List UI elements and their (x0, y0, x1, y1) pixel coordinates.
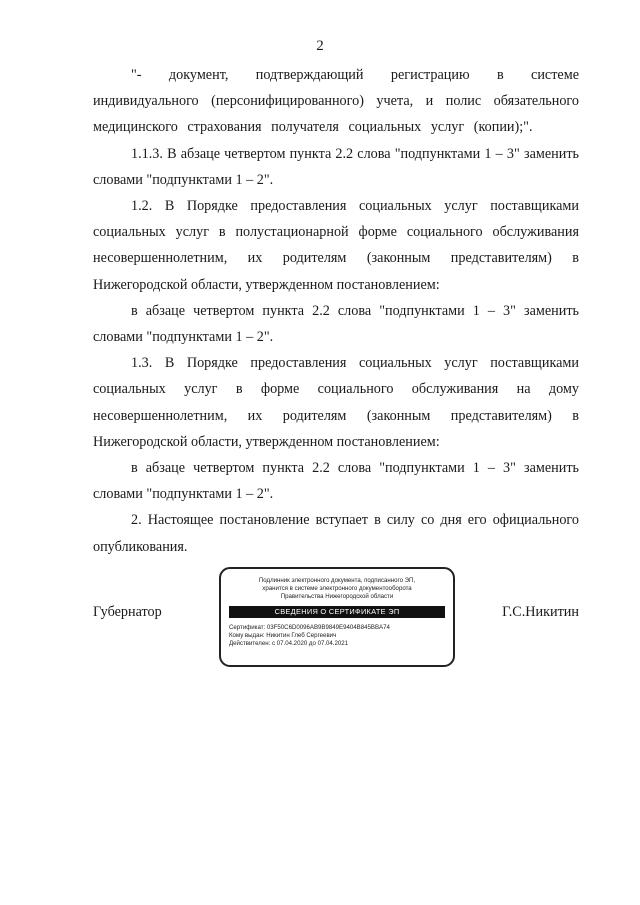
signatory-name: Г.С.Никитин (502, 604, 579, 620)
certificate-number: Сертификат: 03F50C6D0096AB9B9849E9404B845BBA74 (229, 624, 390, 631)
electronic-signature-stamp (219, 567, 455, 667)
paragraph-1-2-amendment: в абзаце четвертом пункта 2.2 слова "подпунктами 1 – 3" заменить словами "подпунктами 1 – 2". (93, 302, 579, 346)
paragraph-1-1-3: 1.1.3. В абзаце четвертом пункта 2.2 слова "подпунктами 1 – 3" заменить словами "подпунктами 1 – 2". (93, 145, 579, 188)
certificate-validity: Действителен: с 07.04.2020 до 07.04.2021 (229, 640, 349, 648)
stamp-header-line: хранится в системе электронного документооборота (262, 585, 412, 592)
paragraph-2-effective: 2. Настоящее постановление вступает в силу со дня его официального опубликования. (93, 512, 579, 555)
stamp-header-line: Подлинник электронного документа, подписанного ЭП, (258, 577, 416, 584)
signatory-position: Губернатор (93, 604, 162, 620)
signature-block (93, 556, 579, 676)
certificate-owner: Кому выдан: Никитин Глеб Сергеевич (229, 632, 337, 640)
stamp-banner: СВЕДЕНИЯ О СЕРТИФИКАТЕ ЭП (229, 606, 445, 618)
paragraph-1-3: 1.3. В Порядке предоставления социальных услуг поставщиками социальных услуг в форме социального обслуживания на дому несовершеннолетним, их родителям (законным представителям) в Нижегородской области, утвержденном постановлением: (93, 355, 579, 450)
page-number: 2 (316, 38, 324, 54)
stamp-header (221, 577, 453, 601)
paragraph-document-list: "- документ, подтверждающий регистрацию в системе индивидуального (персонифицированного) учета, и полис обязательного медицинского страхования получателя социальных услуг (копии);". (93, 67, 579, 136)
document-body (93, 62, 579, 560)
stamp-certificate-info (229, 624, 453, 649)
paragraph-1-3-amendment: в абзаце четвертом пункта 2.2 слова "подпунктами 1 – 3" заменить словами "подпунктами 1 – 2". (93, 460, 579, 503)
paragraph-1-2: 1.2. В Порядке предоставления социальных услуг поставщиками социальных услуг в полустационарной форме социального обслуживания несовершеннолетним, их родителям (законным представителям) в Нижегородской области, утвержденном постановлением: (93, 198, 579, 293)
stamp-header-line: Правительства Нижегородской области (280, 593, 394, 600)
